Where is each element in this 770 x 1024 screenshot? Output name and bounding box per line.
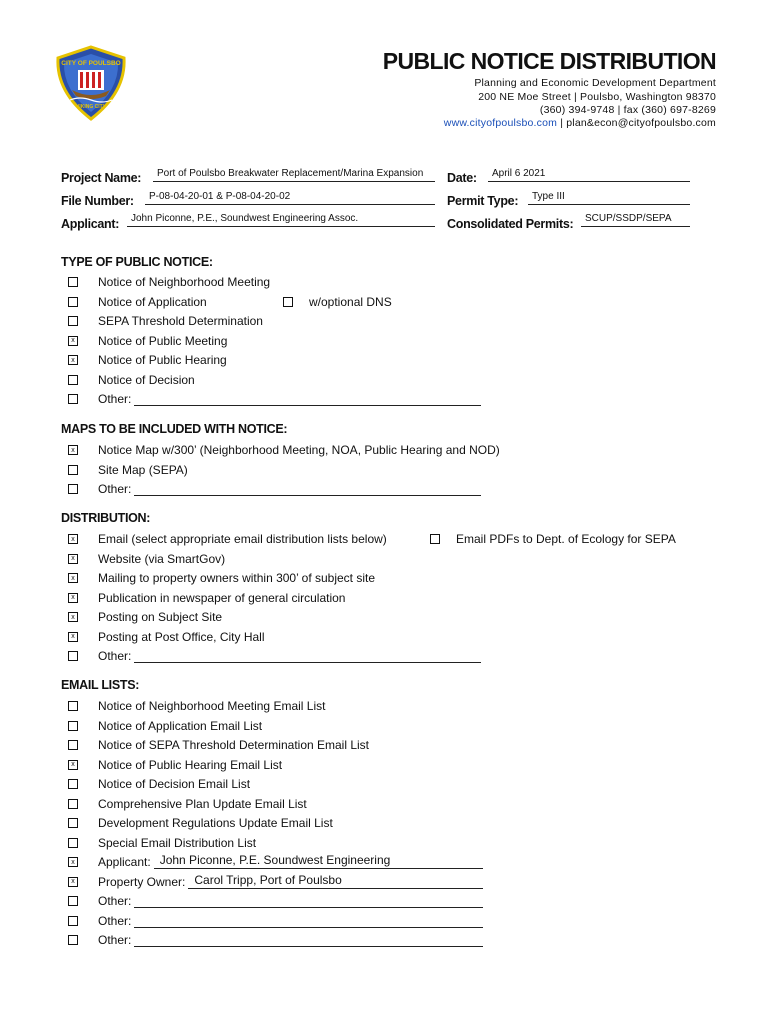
department-name: Planning and Economic Development Department <box>474 77 716 89</box>
list-item <box>68 797 307 811</box>
list-item <box>68 914 483 928</box>
list-item <box>68 275 270 289</box>
checkbox[interactable] <box>68 573 78 583</box>
item-label: Notice of Application Email List <box>98 718 263 733</box>
distribution-heading: DISTRIBUTION: <box>61 511 151 525</box>
maps-heading: MAPS TO BE INCLUDED WITH NOTICE: <box>61 422 288 436</box>
item-label: Notice of Application <box>98 294 207 309</box>
optional-dns-option <box>283 295 392 309</box>
item-label: Other: <box>98 894 132 908</box>
checkbox[interactable] <box>68 935 78 945</box>
seal-text-bottom: VIKING CITY <box>75 104 107 110</box>
item-label: Notice of Decision Email List <box>98 777 251 791</box>
list-item <box>68 738 369 752</box>
item-label: Posting at Post Office, City Hall <box>98 629 265 644</box>
checkbox[interactable] <box>68 701 78 711</box>
list-item <box>68 571 375 585</box>
file-number-field[interactable]: P-08-04-20-01 & P-08-04-20-02 <box>145 191 435 205</box>
list-item <box>68 894 483 908</box>
checkbox[interactable] <box>68 336 78 346</box>
city-seal-logo <box>52 44 130 122</box>
checkbox[interactable] <box>68 760 78 770</box>
item-label: Notice Map w/300’ (Neighborhood Meeting, NOA, Public Hearing and NOD) <box>98 443 500 457</box>
project-name-label: Project Name: <box>61 171 142 185</box>
permit-type-field[interactable]: Type III <box>528 191 690 205</box>
item-label: Special Email Distribution List <box>98 835 257 850</box>
list-item <box>68 295 207 309</box>
checkbox[interactable] <box>68 394 78 404</box>
checkbox[interactable] <box>68 465 78 475</box>
list-item <box>68 392 481 406</box>
list-item <box>68 353 227 367</box>
list-item <box>68 719 262 733</box>
contact-line <box>444 117 716 129</box>
phone-fax: (360) 394-9748 | fax (360) 697-8269 <box>539 104 716 116</box>
list-item <box>68 872 483 889</box>
item-label: Notice of Neighborhood Meeting Email List <box>98 699 326 713</box>
item-label: Notice of Decision <box>98 372 195 387</box>
item-label: Other: <box>98 913 132 928</box>
checkbox[interactable] <box>68 721 78 731</box>
item-label: Publication in newspaper of general circulation <box>98 590 346 605</box>
seal-text-top: CITY OF POULSBO <box>61 60 121 67</box>
checkbox[interactable] <box>68 916 78 926</box>
checkbox[interactable] <box>68 896 78 906</box>
checkbox[interactable] <box>68 445 78 455</box>
page-title: PUBLIC NOTICE DISTRIBUTION <box>382 48 716 74</box>
item-label: Property Owner: <box>98 874 186 889</box>
list-item <box>68 463 188 477</box>
fill-in-line[interactable] <box>134 914 483 928</box>
consolidated-permits-field[interactable]: SCUP/SSDP/SEPA <box>581 213 690 227</box>
item-label: Notice of Public Meeting <box>98 333 228 348</box>
applicant-field[interactable]: John Piconne, P.E., Soundwest Engineering Assoc. <box>127 213 435 227</box>
checkbox[interactable] <box>68 838 78 848</box>
optional-dns-checkbox[interactable] <box>283 297 293 307</box>
item-label: Posting on Subject Site <box>98 610 223 624</box>
fill-in-line[interactable] <box>134 933 483 947</box>
checkbox[interactable] <box>68 277 78 287</box>
item-label: Applicant: <box>98 855 151 869</box>
applicant-label: Applicant: <box>61 217 120 231</box>
type-of-notice-heading: TYPE OF PUBLIC NOTICE: <box>61 255 213 269</box>
item-label: Other: <box>98 392 132 406</box>
fill-in-line[interactable] <box>188 872 483 889</box>
list-item <box>68 334 227 348</box>
fill-in-line[interactable] <box>134 894 483 908</box>
item-label: Other: <box>98 649 132 663</box>
item-label: Development Regulations Update Email List <box>98 816 333 830</box>
fill-in-line[interactable] <box>134 392 481 406</box>
date-field[interactable]: April 6 2021 <box>488 168 690 182</box>
website-link[interactable]: www.cityofpoulsbo.com <box>443 117 558 129</box>
checkbox[interactable] <box>68 375 78 385</box>
list-item <box>68 933 483 947</box>
list-item <box>68 373 195 387</box>
list-item <box>68 649 481 663</box>
consolidated-permits-label: Consolidated Permits: <box>447 217 574 231</box>
email-lists-heading: EMAIL LISTS: <box>61 678 140 692</box>
ecology-checkbox[interactable] <box>430 534 440 544</box>
list-item <box>68 836 256 850</box>
checkbox[interactable] <box>68 651 78 661</box>
fill-in-value: Carol Tripp, Port of Poulsbo <box>194 872 342 887</box>
list-item <box>68 610 222 624</box>
file-number-label: File Number: <box>61 194 134 208</box>
list-item <box>68 855 483 869</box>
fill-in-line[interactable] <box>154 855 483 869</box>
list-item <box>68 482 481 496</box>
checkbox[interactable] <box>68 779 78 789</box>
ecology-label: Email PDFs to Dept. of Ecology for SEPA <box>456 532 676 546</box>
checkbox[interactable] <box>68 297 78 307</box>
list-item <box>68 314 263 328</box>
item-label: Notice of Public Hearing Email List <box>98 757 283 772</box>
checkbox[interactable] <box>68 484 78 494</box>
list-item <box>68 591 345 605</box>
ecology-option <box>430 532 676 546</box>
checkbox[interactable] <box>68 818 78 828</box>
list-item <box>68 532 387 546</box>
checkbox[interactable] <box>68 612 78 622</box>
item-label: Notice of SEPA Threshold Determination Email List <box>98 738 370 752</box>
checkbox[interactable] <box>68 554 78 564</box>
item-label: Notice of Public Hearing <box>98 353 227 367</box>
list-item <box>68 630 265 644</box>
checkbox[interactable] <box>68 593 78 603</box>
checkbox[interactable] <box>68 799 78 809</box>
fill-in-line[interactable] <box>134 649 481 663</box>
item-label: Other: <box>98 482 132 496</box>
checkbox[interactable] <box>68 877 78 887</box>
fill-in-value: John Piconne, P.E. Soundwest Engineering <box>159 853 391 867</box>
list-item <box>68 758 282 772</box>
item-label: Mailing to property owners within 300’ of subject site <box>98 571 376 585</box>
checkbox[interactable] <box>68 534 78 544</box>
fill-in-line[interactable] <box>134 482 481 496</box>
checkbox[interactable] <box>68 857 78 867</box>
checkbox[interactable] <box>68 740 78 750</box>
item-label: Notice of Neighborhood Meeting <box>98 275 271 289</box>
list-item <box>68 777 250 791</box>
item-label: Other: <box>98 933 132 947</box>
list-item <box>68 699 325 713</box>
list-item <box>68 816 333 830</box>
list-item <box>68 552 225 566</box>
optional-dns-label: w/optional DNS <box>309 295 392 309</box>
item-label: Email (select appropriate email distribution lists below) <box>98 532 387 546</box>
item-label: Comprehensive Plan Update Email List <box>98 796 307 811</box>
email-address: | plan&econ@cityofpoulsbo.com <box>557 117 716 129</box>
checkbox[interactable] <box>68 316 78 326</box>
checkbox[interactable] <box>68 355 78 365</box>
project-name-field[interactable]: Port of Poulsbo Breakwater Replacement/Marina Expansion <box>153 168 435 182</box>
list-item <box>68 443 500 457</box>
checkbox[interactable] <box>68 632 78 642</box>
permit-type-label: Permit Type: <box>447 194 519 208</box>
date-label: Date: <box>447 171 477 185</box>
item-label: Site Map (SEPA) <box>98 462 188 477</box>
address: 200 NE Moe Street | Poulsbo, Washington 98370 <box>478 91 716 103</box>
item-label: SEPA Threshold Determination <box>98 314 263 328</box>
item-label: Website (via SmartGov) <box>98 551 226 566</box>
